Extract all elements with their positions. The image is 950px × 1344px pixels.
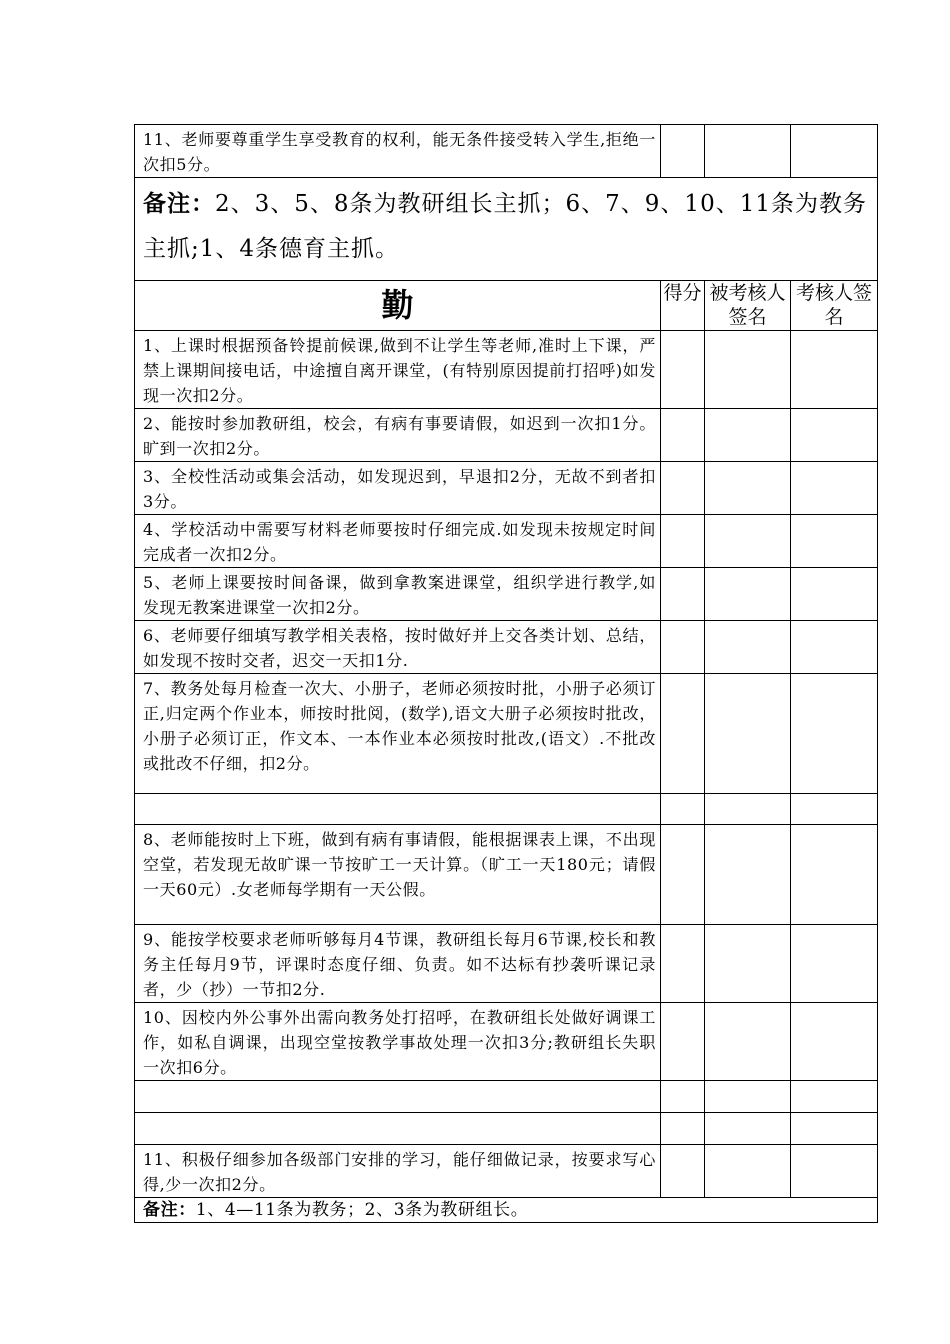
- item-description: [135, 568, 661, 621]
- item-text: 11、积极仔细参加各级部门安排的学习，能仔细做记录，按要求写心得,少一次扣2分。: [143, 1150, 656, 1194]
- table-row: [135, 925, 878, 1003]
- table-row: [135, 621, 878, 674]
- score-cell[interactable]: [661, 462, 705, 515]
- score-cell[interactable]: [661, 621, 705, 674]
- table-row: [135, 331, 878, 409]
- table-row: [135, 825, 878, 925]
- section-title-cell: [135, 281, 661, 331]
- score-cell[interactable]: [661, 515, 705, 568]
- examinee-signature-header: 被考核人签名: [709, 282, 786, 328]
- item-text: 8、老师能按时上下班，做到有病有事请假，能根据课表上课，不出现空堂，若发现无故旷课一节按旷工一天计算。（旷工一天180元；请假一天60元）.女老师每学期有一天公假。: [143, 830, 656, 899]
- examinee-signature-cell[interactable]: [705, 568, 791, 621]
- item-description: [135, 331, 661, 409]
- item-description[interactable]: [135, 794, 661, 825]
- item-text: 5、老师上课要按时间备课，做到拿教案进课堂，组织学进行教学,如发现无教案进课堂一次扣2分。: [143, 573, 656, 617]
- table-row: [135, 462, 878, 515]
- note-label: 备注：: [143, 191, 215, 217]
- examinee-signature-cell[interactable]: [705, 825, 791, 925]
- note-cell: [135, 1198, 878, 1223]
- table-row: [135, 1145, 878, 1198]
- item-description: [135, 1145, 661, 1198]
- table-row: [135, 1003, 878, 1081]
- table-row: [135, 515, 878, 568]
- item-description: [135, 674, 661, 794]
- item-text: 1、上课时根据预备铃提前候课,做到不让学生等老师,准时上下课，严禁上课期间接电话，中途擅自离开课堂，(有特别原因提前打招呼)如发现一次扣2分。: [143, 336, 656, 405]
- table-row: [135, 674, 878, 794]
- item-description: [135, 825, 661, 925]
- score-cell[interactable]: [661, 674, 705, 794]
- item-description[interactable]: [135, 1081, 661, 1113]
- item-text: 3、全校性活动或集会活动，如发现迟到，早退扣2分，无故不到者扣3分。: [143, 467, 656, 511]
- score-cell[interactable]: [661, 825, 705, 925]
- score-cell[interactable]: [661, 1003, 705, 1081]
- score-cell[interactable]: [661, 1145, 705, 1198]
- examinee-signature-cell[interactable]: [705, 409, 791, 462]
- score-cell[interactable]: [661, 925, 705, 1003]
- table-row-empty: [135, 1081, 878, 1113]
- score-cell[interactable]: [661, 409, 705, 462]
- top-item-text: 11、老师要尊重学生享受教育的权利，能无条件接受转入学生,拒绝一次扣5分。: [143, 130, 656, 174]
- examinee-signature-cell[interactable]: [705, 1003, 791, 1081]
- examinee-signature-cell[interactable]: [705, 794, 791, 825]
- score-cell[interactable]: [661, 331, 705, 409]
- note-text: 1、4—11条为教务；2、3条为教研组长。: [195, 1200, 529, 1220]
- score-cell[interactable]: [661, 1113, 705, 1145]
- item-description: [135, 462, 661, 515]
- assessor-signature-cell[interactable]: [791, 515, 878, 568]
- assessor-signature-cell[interactable]: [791, 1081, 878, 1113]
- examinee-signature-cell[interactable]: [705, 1081, 791, 1113]
- score-cell[interactable]: [661, 1081, 705, 1113]
- item-description: [135, 409, 661, 462]
- item-description[interactable]: [135, 1113, 661, 1145]
- header-row: [135, 281, 878, 331]
- assessor-header-cell: [791, 281, 878, 331]
- note-row: [135, 1198, 878, 1223]
- note-row: [135, 178, 878, 281]
- score-cell[interactable]: [661, 568, 705, 621]
- assessor-signature-cell[interactable]: [791, 1113, 878, 1145]
- assessor-signature-cell[interactable]: [791, 1145, 878, 1198]
- table-row: [135, 409, 878, 462]
- item-text: 6、老师要仔细填写教学相关表格，按时做好并上交各类计划、总结，如发现不按时交者，迟交一天扣1分.: [143, 626, 656, 670]
- assessment-table: [134, 124, 878, 1223]
- item-description: [135, 621, 661, 674]
- examinee-signature-cell[interactable]: [705, 621, 791, 674]
- note-label: 备注：: [143, 1200, 196, 1220]
- assessor-signature-cell[interactable]: [791, 794, 878, 825]
- assessor-signature-cell[interactable]: [791, 125, 878, 178]
- examinee-signature-cell[interactable]: [705, 1113, 791, 1145]
- note-text: 2、3、5、8条为教研组长主抓；6、7、9、10、11条为教务主抓;1、4条德育主抓。: [143, 191, 867, 262]
- assessor-signature-header: 考核人签名: [795, 282, 872, 328]
- table-row: [135, 125, 878, 178]
- item-description: [135, 1003, 661, 1081]
- score-header-cell: [661, 281, 705, 331]
- item-description: [135, 125, 661, 178]
- examinee-signature-cell[interactable]: [705, 1145, 791, 1198]
- item-text: 7、教务处每月检查一次大、小册子，老师必须按时批，小册子必须订正,归定两个作业本，师按时批阅，(数学),语文大册子必须按时批改，小册子必须订正，作文本、一本作业本必须按时批改,(语文）.不批改或批改不仔细，扣2分。: [143, 679, 656, 773]
- assessor-signature-cell[interactable]: [791, 925, 878, 1003]
- assessor-signature-cell[interactable]: [791, 331, 878, 409]
- assessor-signature-cell[interactable]: [791, 409, 878, 462]
- assessor-signature-cell[interactable]: [791, 1003, 878, 1081]
- examinee-signature-cell[interactable]: [705, 331, 791, 409]
- item-description: [135, 925, 661, 1003]
- assessor-signature-cell[interactable]: [791, 621, 878, 674]
- examinee-signature-cell[interactable]: [705, 515, 791, 568]
- section-title: 勤: [381, 286, 414, 324]
- examinee-signature-cell[interactable]: [705, 674, 791, 794]
- table-row-empty: [135, 1113, 878, 1145]
- assessor-signature-cell[interactable]: [791, 568, 878, 621]
- table-row-empty: [135, 794, 878, 825]
- examinee-signature-cell[interactable]: [705, 925, 791, 1003]
- note-cell: [135, 178, 878, 281]
- score-cell[interactable]: [661, 794, 705, 825]
- item-text: 9、能按学校要求老师听够每月4节课，教研组长每月6节课,校长和教务主任每月9节，评课时态度仔细、负责。如不达标有抄袭听课记录者，少（抄）一节扣2分.: [143, 930, 656, 999]
- examinee-header-cell: [705, 281, 791, 331]
- assessor-signature-cell[interactable]: [791, 674, 878, 794]
- item-text: 10、因校内外公事外出需向教务处打招呼，在教研组长处做好调课工作，如私自调课，出现空堂按教学事故处理一次扣3分;教研组长失职一次扣6分。: [143, 1008, 656, 1077]
- assessor-signature-cell[interactable]: [791, 462, 878, 515]
- item-text: 4、学校活动中需要写材料老师要按时仔细完成.如发现未按规定时间完成者一次扣2分。: [143, 520, 656, 564]
- table-row: [135, 568, 878, 621]
- examinee-signature-cell[interactable]: [705, 125, 791, 178]
- score-header: 得分: [663, 282, 702, 304]
- item-text: 2、能按时参加教研组，校会，有病有事要请假，如迟到一次扣1分。旷到一次扣2分。: [143, 414, 656, 458]
- assessor-signature-cell[interactable]: [791, 825, 878, 925]
- item-description: [135, 515, 661, 568]
- examinee-signature-cell[interactable]: [705, 462, 791, 515]
- score-cell[interactable]: [661, 125, 705, 178]
